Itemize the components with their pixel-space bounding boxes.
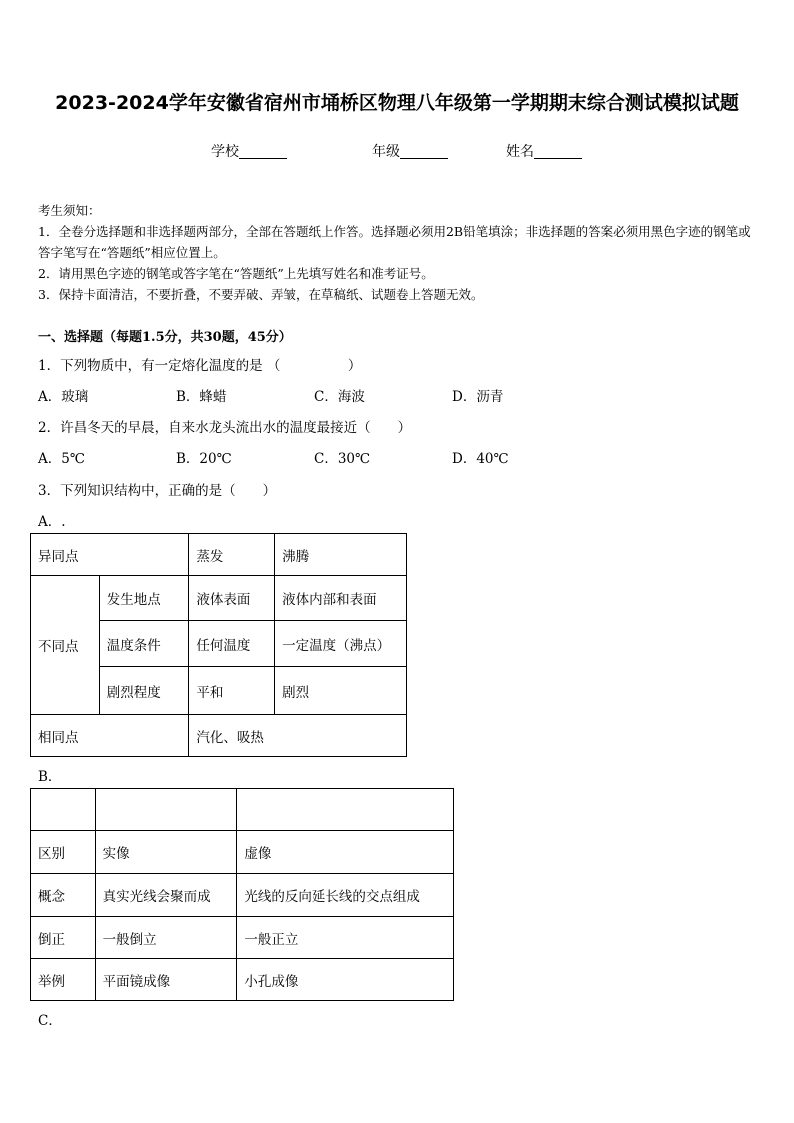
table-cell: 异同点	[31, 534, 189, 576]
question-3-stem: 3．下列知识结构中，正确的是（ ）	[38, 483, 277, 499]
q3-option-c-label: C．	[38, 1013, 62, 1029]
q3-option-a-label: A．.	[38, 514, 66, 530]
table-cell: 发生地点	[99, 576, 189, 621]
q1-option-c: C．海波	[314, 389, 365, 405]
question-1-stem: 1．下列物质中，有一定熔化温度的是 （ ）	[38, 358, 362, 374]
table-cell: 温度条件	[99, 621, 189, 667]
table-cell: 一般正立	[237, 917, 454, 959]
table-cell: 真实光线会聚而成	[95, 874, 237, 917]
table-row	[31, 959, 454, 1001]
table-cell: 虚像	[237, 831, 454, 874]
table-cell: 小孔成像	[237, 959, 454, 1001]
table-row	[31, 534, 407, 576]
name-field: 姓名	[506, 141, 582, 161]
table-cell: 概念	[31, 874, 96, 917]
name-blank	[534, 144, 582, 159]
table-cell: 相同点	[31, 715, 189, 757]
table-row	[31, 789, 454, 831]
table-cell: 平面镜成像	[95, 959, 237, 1001]
table-row	[31, 831, 454, 874]
q1-option-b: B．蜂蜡	[176, 389, 227, 405]
table-cell: 光线的反向延长线的交点组成	[237, 874, 454, 917]
q3-option-b-label: B．	[38, 769, 62, 785]
table-cell: 剧烈	[275, 667, 407, 715]
table-cell: 一般倒立	[95, 917, 237, 959]
table-cell: 剧烈程度	[99, 667, 189, 715]
table-real-virtual-image	[30, 788, 454, 1001]
q1-option-d: D．沥青	[452, 389, 504, 405]
page-title: 2023-2024学年安徽省宿州市埇桥区物理八年级第一学期期末综合测试模拟试题	[55, 92, 739, 114]
table-cell: 蒸发	[189, 534, 275, 576]
question-2-stem: 2．许昌冬天的早晨，自来水龙头流出水的温度最接近（ ）	[38, 420, 412, 436]
table-cell: 液体内部和表面	[275, 576, 407, 621]
table-cell: 液体表面	[189, 576, 275, 621]
table-cell	[237, 789, 454, 831]
section-heading: 一、选择题（每题1.5分，共30题，45分）	[38, 330, 292, 345]
table-cell: 举例	[31, 959, 96, 1001]
school-blank	[239, 144, 287, 159]
table-cell: 平和	[189, 667, 275, 715]
q2-option-c: C．30℃	[314, 451, 371, 467]
q1-option-a: A．玻璃	[38, 389, 89, 405]
table-row	[31, 874, 454, 917]
table-cell: 汽化、吸热	[189, 715, 407, 757]
table-evaporation-boiling	[30, 533, 407, 757]
table-cell: 沸腾	[275, 534, 407, 576]
notice-item-1: 1．全卷分选择题和非选择题两部分，全部在答题纸上作答。选择题必须用2B铅笔填涂；非选择题的答案必须用黑色字迹的钢笔或答字笔写在“答题纸”相应位置上。	[38, 224, 751, 260]
q2-option-b: B．20℃	[176, 451, 232, 467]
notice-item-3: 3．保持卡面清洁，不要折叠，不要弄破、弄皱，在草稿纸、试题卷上答题无效。	[38, 287, 484, 302]
notice-item-2: 2．请用黑色字迹的钢笔或答字笔在“答题纸”上先填写姓名和准考证号。	[38, 266, 434, 281]
table-row	[31, 917, 454, 959]
table-cell: 任何温度	[189, 621, 275, 667]
table-cell: 一定温度（沸点）	[275, 621, 407, 667]
school-field: 学校	[211, 141, 287, 161]
table-cell	[95, 789, 237, 831]
table-row	[31, 576, 407, 621]
table-cell: 不同点	[31, 576, 100, 715]
table-cell: 区别	[31, 831, 96, 874]
grade-blank	[400, 144, 448, 159]
q2-option-d: D．40℃	[452, 451, 509, 467]
table-cell: 倒正	[31, 917, 96, 959]
table-row	[31, 715, 407, 757]
grade-field: 年级	[372, 141, 448, 161]
table-cell: 实像	[95, 831, 237, 874]
table-cell	[31, 789, 96, 831]
notice-heading: 考生须知：	[38, 203, 101, 218]
q2-option-a: A．5℃	[38, 451, 85, 467]
